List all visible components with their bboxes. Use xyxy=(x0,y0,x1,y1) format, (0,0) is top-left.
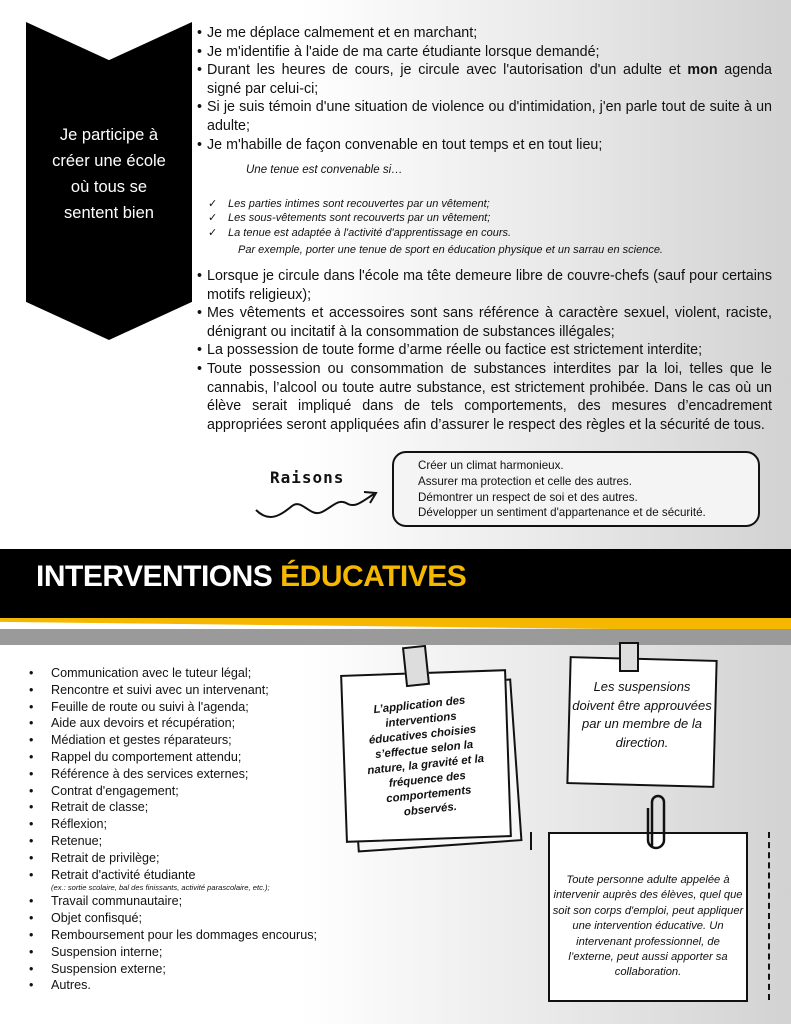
intervention-item: • Retrait de classe; xyxy=(29,799,369,816)
rule-item: • Je m'identifie à l'aide de ma carte étudiante lorsque demandé; xyxy=(197,43,772,62)
intervention-item: • Retrait d'activité étudiante (ex.: sortie scolaire, bal des finissants, activité parascolaire, etc.); xyxy=(29,867,369,894)
intervention-item: • Retrait de privilège; xyxy=(29,850,369,867)
check-item: ✓ Les parties intimes sont recouvertes par un vêtement; xyxy=(208,197,768,211)
intervention-item: • Médiation et gestes réparateurs; xyxy=(29,732,369,749)
tape-icon xyxy=(619,642,639,672)
note-adult-text: Toute personne adulte appelée à intervenir auprès des élèves, quel que soit son corps d'emploi, peut appliquer une intervention éducative. Un intervenant professionnel, de l’externe, peut aussi apporter sa collaboration. xyxy=(552,874,744,979)
interventions-list xyxy=(29,665,369,994)
intervention-item: • Retenue; xyxy=(29,833,369,850)
intervention-item: • Remboursement pour les dommages encourus; xyxy=(29,927,369,944)
raisons-box xyxy=(392,451,760,527)
note-suspensions-text: Les suspensions doivent être approuvées par un membre de la direction. xyxy=(572,679,712,750)
rule-emphasis: mon xyxy=(687,62,718,79)
rule-item: • Mes vêtements et accessoires sont sans référence à caractère sexuel, violent, raciste, dénigrant ou incitatif à la consommation de substances illégales; xyxy=(197,304,772,341)
tenue-example: Par exemple, porter une tenue de sport en éducation physique et un sarrau en science. xyxy=(238,244,663,256)
tenue-checklist xyxy=(208,197,768,240)
intervention-item: • Référence à des services externes; xyxy=(29,766,369,783)
chevron-line: où tous se xyxy=(70,178,148,196)
tape-icon xyxy=(402,645,430,687)
intervention-item: • Réflexion; xyxy=(29,816,369,833)
rule-item: • Je m'habille de façon convenable en tout temps et en tout lieu; xyxy=(197,136,772,155)
intervention-item: • Contrat d'engagement; xyxy=(29,783,369,800)
intervention-item: • Rappel du comportement attendu; xyxy=(29,749,369,766)
note-application-text: L’application des interventions éducatives choisies s’effectue selon la nature, la gravité et la fréquence des comportements observés. xyxy=(366,694,485,819)
intervention-item: • Suspension interne; xyxy=(29,944,369,961)
raisons-label: Raisons xyxy=(270,468,345,487)
tenue-intro: Une tenue est convenable si… xyxy=(246,164,403,176)
gray-stripe xyxy=(0,629,791,645)
check-item: ✓ Les sous-vêtements sont recouverts par un vêtement; xyxy=(208,211,768,225)
intervention-item: • Suspension externe; xyxy=(29,961,369,978)
chevron-line: sentent bien xyxy=(64,204,154,222)
rule-item: • La possession de toute forme d’arme réelle ou factice est strictement interdite; xyxy=(197,341,772,360)
intervention-item: • Autres. xyxy=(29,977,369,994)
rule-item: • Toute possession ou consommation de substances interdites par la loi, telles que le cannabis, l’alcool ou toute autre substance, est strictement prohibée. Dans le cas où un élève serait impliqué dans de tels comportements, des mesures d’encadrement appropriées seront appliquées afin d’assurer le respect des règles et la sécurité de tous. xyxy=(197,360,772,434)
rules-list-top xyxy=(197,24,772,154)
raison-line: Assurer ma protection et celle des autres. xyxy=(418,474,632,488)
intervention-item: • Rencontre et suivi avec un intervenant; xyxy=(29,682,369,699)
raison-line: Développer un sentiment d'appartenance et de sécurité. xyxy=(418,506,706,520)
rule-item: • Si je suis témoin d'une situation de violence ou d'intimidation, j'en parle tout de suite à un adulte; xyxy=(197,98,772,135)
paperclip-icon xyxy=(644,790,670,852)
bracket-mark xyxy=(530,832,540,850)
intervention-item: • Objet confisqué; xyxy=(29,910,369,927)
chevron-line: Je participe à xyxy=(59,126,159,144)
rule-item: • Lorsque je circule dans l'école ma tête demeure libre de couvre-chefs (sauf pour certains motifs religieux); xyxy=(197,267,772,304)
chevron-banner-text xyxy=(26,122,192,226)
section-title-main: INTERVENTIONS xyxy=(36,560,281,593)
intervention-subnote: (ex.: sortie scolaire, bal des finissants, activité parascolaire, etc.); xyxy=(51,883,270,893)
check-item: ✓ La tenue est adaptée à l'activité d'apprentissage en cours. xyxy=(208,226,768,240)
intervention-item: • Aide aux devoirs et récupération; xyxy=(29,715,369,732)
chevron-line: créer une école xyxy=(52,152,166,170)
intervention-item: • Travail communautaire; xyxy=(29,893,369,910)
dashed-mark xyxy=(768,832,772,1000)
section-title-accent: ÉDUCATIVES xyxy=(280,560,467,593)
intervention-item: • Communication avec le tuteur légal; xyxy=(29,665,369,682)
intervention-item: • Feuille de route ou suivi à l'agenda; xyxy=(29,699,369,716)
raison-line: Démontrer un respect de soi et des autres. xyxy=(418,490,638,504)
raison-line: Créer un climat harmonieux. xyxy=(418,459,564,472)
rule-item: • Je me déplace calmement et en marchant; xyxy=(197,24,772,43)
section-title xyxy=(36,560,466,594)
rules-list-bottom xyxy=(197,267,772,434)
rule-item: • Durant les heures de cours, je circule avec l'autorisation d'un adulte et mon agenda signé par celui-ci; xyxy=(197,61,772,98)
